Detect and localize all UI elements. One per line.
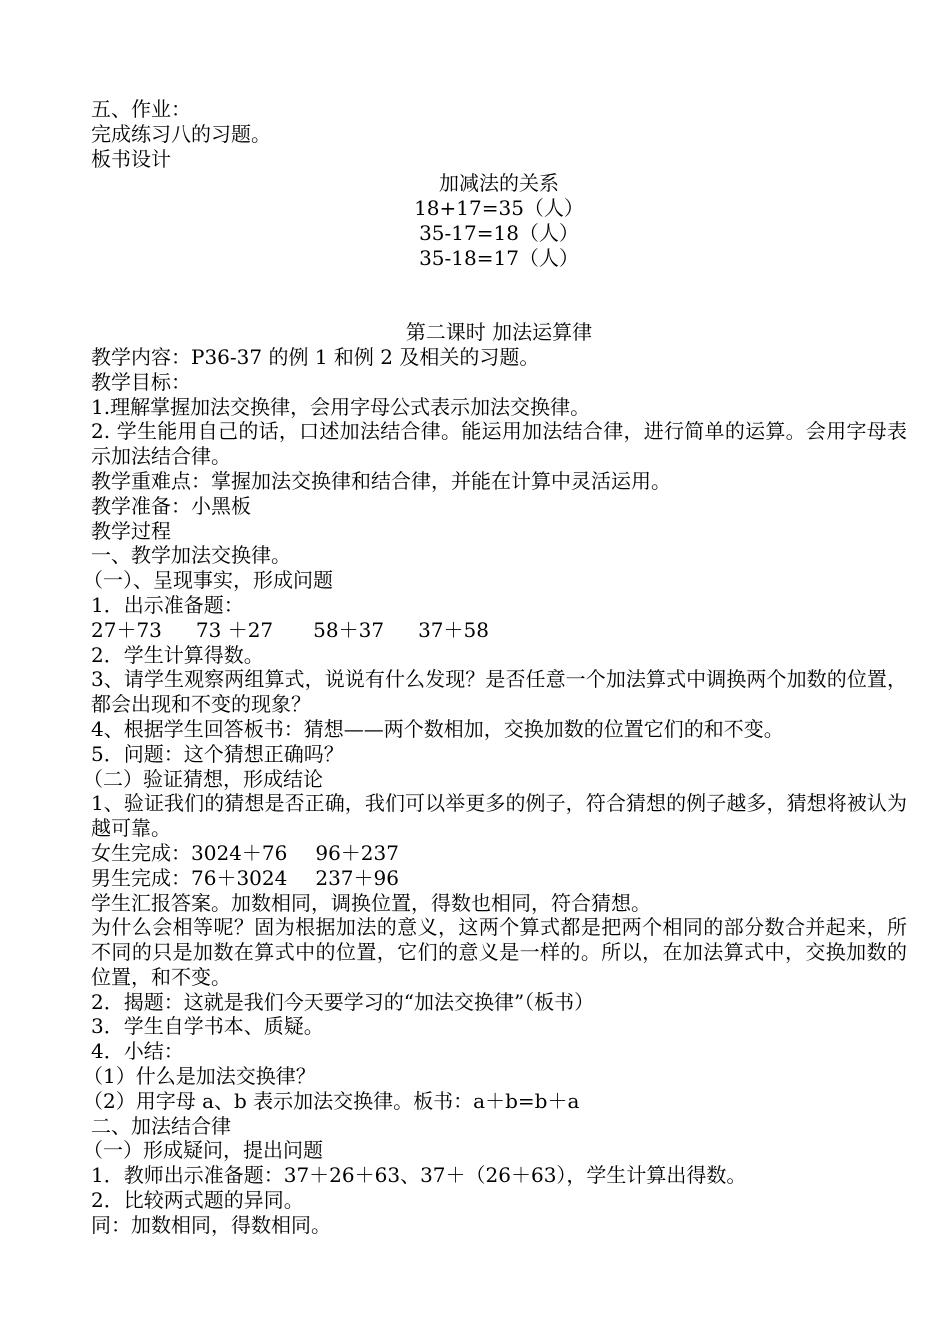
part2-sub1: （一）形成疑问，提出问题 — [83, 1138, 323, 1163]
p2-item-2: 2．揭题：这就是我们今天要学习的“加法交换律”（板书） — [91, 989, 595, 1014]
goals-heading: 教学目标： — [91, 369, 191, 394]
homework-heading: 五、作业： — [91, 97, 191, 121]
part1-sub2: （二）验证猜想，形成结论 — [83, 766, 323, 791]
p1-item-4: 4、根据学生回答板书：猜想——两个数相加，交换加数的位置它们的和不变。 — [91, 716, 784, 741]
process-heading: 教学过程 — [91, 518, 171, 543]
p1-item-5: 5．问题：这个猜想正确吗？ — [91, 741, 344, 766]
p3-item-1: 1．教师出示准备题：37＋26＋63、37＋（26＋63），学生计算出得数。 — [91, 1163, 747, 1188]
p1-item-3: 3、请学生观察两组算式，说说有什么发现？是否任意一个加法算式中调换两个加数的位置，都会出现和不变的现象？ — [91, 667, 907, 717]
p3-item-3: 同：加数相同，得数相同。 — [91, 1212, 331, 1237]
p2-item-1: 1、验证我们的猜想是否正确，我们可以举更多的例子，符合猜想的例子越多，猜想将被认为越可靠。 — [91, 791, 907, 841]
question-1: （1）什么是加法交换律？ — [83, 1064, 316, 1089]
expr-d: 37＋58 — [418, 617, 489, 642]
spacer — [91, 295, 907, 320]
board-equation-1: 18+17=35（人） — [414, 196, 584, 221]
part1-heading: 一、教学加法交换律。 — [91, 543, 291, 568]
report-line: 学生汇报答案。加数相同，调换位置，得数也相同，符合猜想。 — [91, 890, 651, 915]
question-2: （2）用字母 a、b 表示加法交换律。板书：a＋b=b＋a — [83, 1088, 580, 1113]
boys-expr: 237＋96 — [315, 865, 399, 890]
expr-b: 73 ＋27 — [195, 617, 274, 642]
expr-a: 27＋73 — [91, 617, 162, 642]
goal-2: 2. 学生能用自己的话，口述加法结合律。能运用加法结合律，进行简单的运算。会用字母表示加法结合律。 — [91, 419, 907, 469]
board-design-heading: 板书设计 — [91, 146, 171, 171]
document-page — [83, 97, 907, 1238]
teaching-prep: 教学准备：小黑板 — [91, 493, 251, 518]
lesson-content: 教学内容：P36-37 的例 1 和例 2 及相关的习题。 — [91, 344, 540, 369]
girls-label: 女生完成：3024＋76 — [91, 840, 288, 865]
p1-item-1: 1．出示准备题： — [91, 592, 244, 617]
p2-item-3: 3．学生自学书本、质疑。 — [91, 1014, 324, 1039]
key-points: 教学重难点：掌握加法交换律和结合律，并能在计算中灵活运用。 — [91, 468, 671, 493]
goal-1: 1.理解掌握加法交换律，会用字母公式表示加法交换律。 — [91, 394, 591, 419]
p2-item-4: 4．小结： — [91, 1039, 184, 1064]
board-design-title: 加减法的关系 — [439, 171, 559, 196]
lesson-title: 第二课时 加法运算律 — [405, 320, 593, 345]
part1-sub1: （一）、呈现事实，形成问题 — [83, 568, 333, 593]
p3-item-2: 2．比较两式题的异同。 — [91, 1188, 304, 1213]
prep-expressions — [91, 618, 907, 643]
homework-content: 完成练习八的习题。 — [91, 121, 271, 146]
p1-item-2: 2．学生计算得数。 — [91, 642, 264, 667]
girls-expr: 96＋237 — [315, 840, 399, 865]
boys-label: 男生完成：76＋3024 — [91, 865, 288, 890]
board-equation-2: 35-17=18（人） — [419, 220, 579, 245]
girls-line — [91, 841, 907, 866]
part2-heading: 二、加法结合律 — [91, 1113, 231, 1138]
spacer — [91, 271, 907, 296]
board-equation-3: 35-18=17（人） — [419, 245, 579, 270]
why-paragraph: 为什么会相等呢？固为根据加法的意义，这两个算式都是把两个相同的部分数合并起来，所不同的只是加数在算式中的位置，它们的意义是一样的。所以，在加法算式中，交换加数的位置，和不变。 — [91, 915, 907, 989]
expr-c: 58＋37 — [313, 617, 385, 642]
boys-line — [91, 866, 907, 891]
